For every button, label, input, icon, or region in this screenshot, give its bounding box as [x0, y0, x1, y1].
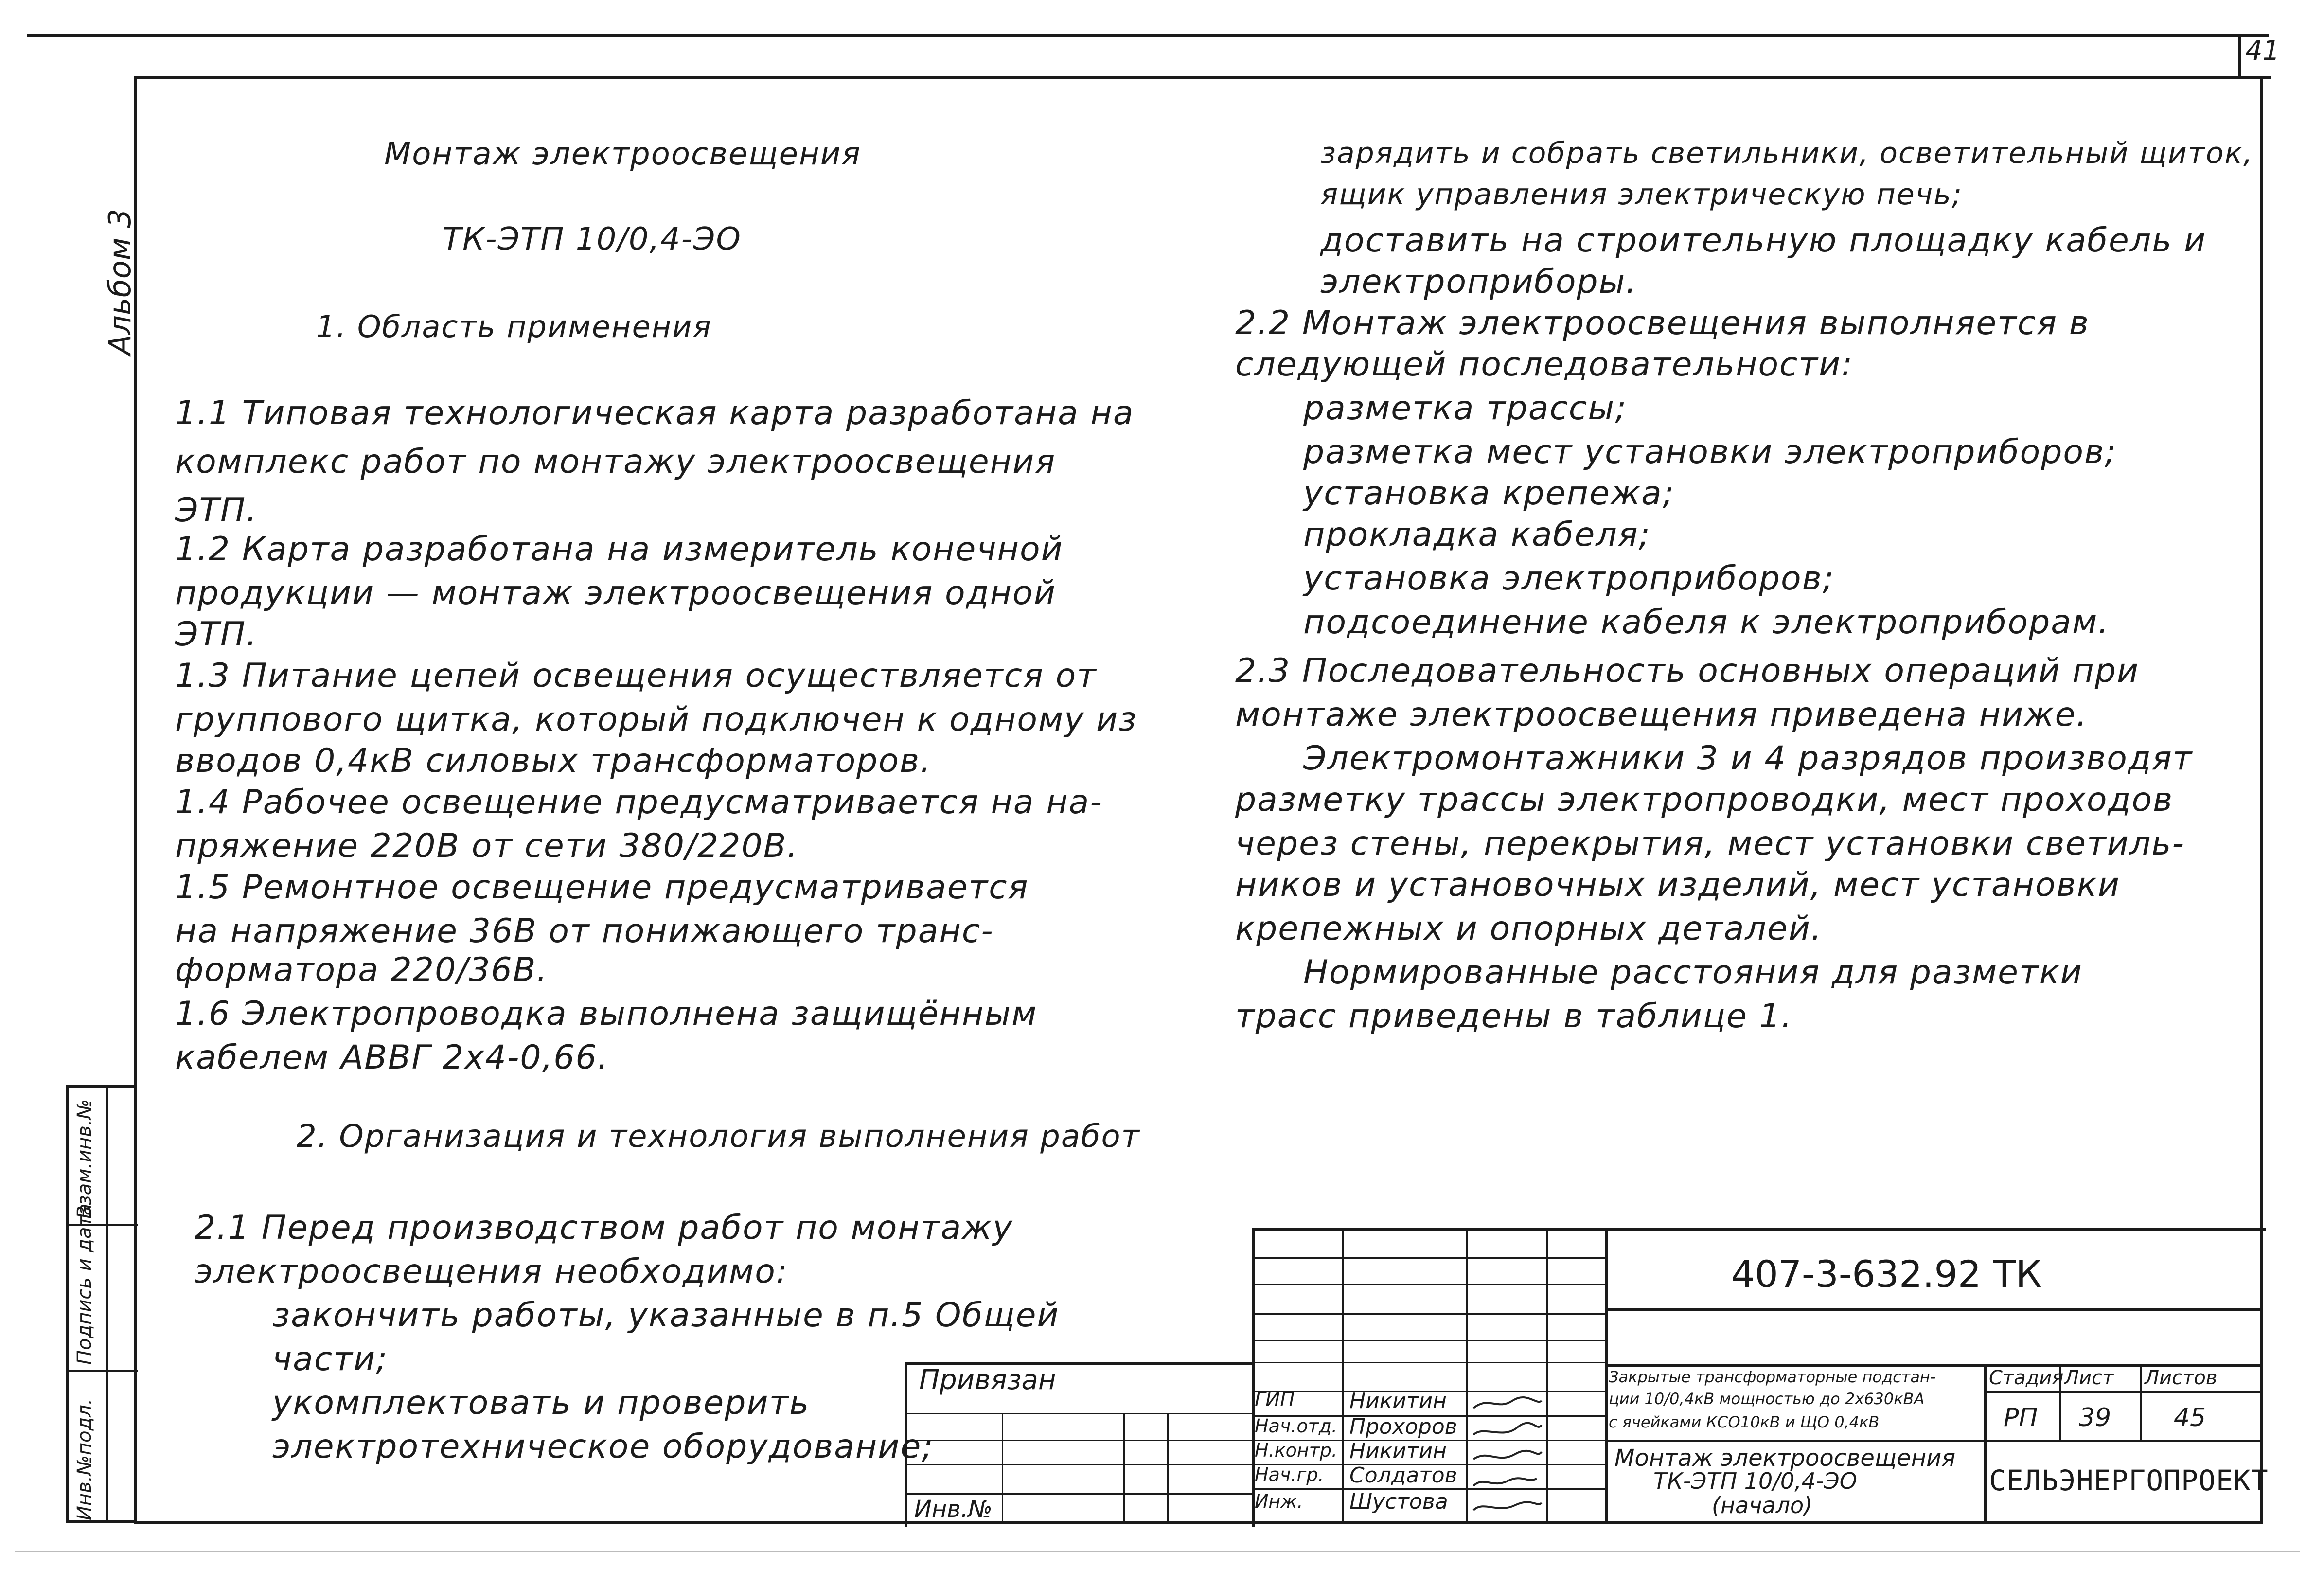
sheet-label: Лист — [2064, 1367, 2114, 1389]
name-n-kontr: Никитин — [1349, 1439, 1447, 1463]
sidebar-inv-label: Инв.№подл. — [73, 1398, 96, 1520]
text-line: разметка мест установки электроприборов; — [1303, 433, 2117, 471]
section-subtitle: ТК-ЭТП 10/0,4-ЭО — [443, 221, 742, 257]
work-title-line: (начало) — [1712, 1492, 1813, 1518]
text-line: установка электроприборов; — [1303, 559, 1835, 598]
text-line: группового щитка, который подключен к одному из — [175, 700, 1137, 739]
section-title: Монтаж электроосвещения — [384, 136, 861, 172]
role-gip: ГИП — [1255, 1389, 1295, 1411]
top-border-line — [27, 34, 2269, 37]
name-inzh: Шустова — [1349, 1489, 1448, 1514]
text-line: доставить на строительную площадку кабель и — [1320, 221, 2207, 260]
sidebar-sign-label: Подпись и дата — [73, 1203, 96, 1365]
text-line: 2.2 Монтаж электроосвещения выполняется в — [1235, 304, 2090, 342]
text-line: 2.3 Последовательность основных операций при — [1235, 652, 2140, 690]
organization: СЕЛЬЭНЕРГОПРОЕКТ — [1989, 1464, 2269, 1497]
text-line: монтаже электроосвещения приведена ниже. — [1235, 696, 2088, 734]
text-line: Электромонтажники 3 и 4 разрядов производят — [1303, 739, 2193, 778]
sheet-value: 39 — [2079, 1403, 2111, 1432]
text-line: 1.1 Типовая технологическая карта разработана на — [175, 394, 1135, 432]
sidebar-stamp — [66, 1085, 135, 1523]
text-line: ЭТП. — [175, 615, 258, 654]
text-line: трасс приведены в таблице 1. — [1235, 997, 1793, 1035]
scan-edge-line — [15, 1551, 2300, 1552]
sidebar-replace-label: Взам.инв.№ — [73, 1099, 96, 1219]
text-line: разметка трассы; — [1303, 389, 1627, 428]
text-line: продукции — монтаж электроосвещения одной — [175, 574, 1056, 612]
text-line: зарядить и собрать светильники, осветительный щиток, — [1320, 136, 2253, 170]
stage-value: РП — [2004, 1403, 2038, 1432]
text-line: ЭТП. — [175, 491, 258, 530]
text-line: подсоединение кабеля к электроприборам. — [1303, 603, 2110, 642]
text-line: Нормированные расстояния для разметки — [1303, 953, 2083, 992]
text-line: 1.3 Питание цепей освещения осуществляется от — [175, 657, 1097, 695]
text-line: кабелем АВВГ 2х4-0,66. — [175, 1038, 609, 1077]
privyazan-label: Привязан — [919, 1364, 1056, 1396]
page-number: 41 — [2245, 35, 2280, 67]
text-line: пряжение 220В от сети 380/220В. — [175, 827, 799, 865]
sheets-value: 45 — [2174, 1403, 2206, 1432]
text-line: 1.6 Электропроводка выполнена защищённым — [175, 995, 1038, 1033]
text-line: форматора 220/36В. — [175, 951, 549, 989]
work-title-line: ТК-ЭТП 10/0,4-ЭО — [1653, 1468, 1857, 1494]
name-gip: Никитин — [1349, 1389, 1447, 1413]
role-nach-otd: Нач.отд. — [1255, 1415, 1338, 1437]
text-line: 1.4 Рабочее освещение предусматривается на на- — [175, 783, 1103, 821]
sheets-label: Листов — [2145, 1367, 2218, 1389]
inv-no-label: Инв.№ — [914, 1496, 993, 1523]
text-line: закончить работы, указанные в п.5 Общей — [272, 1296, 1060, 1335]
name-nach-otd: Прохоров — [1349, 1414, 1457, 1439]
text-line: крепежных и опорных деталей. — [1235, 910, 1823, 948]
text-line: 2.1 Перед производством работ по монтажу — [195, 1209, 1013, 1247]
text-line: части; — [272, 1340, 388, 1378]
text-line: комплекс работ по монтажу электроосвещения — [175, 443, 1056, 481]
work-title-line: Монтаж электроосвещения — [1614, 1445, 1956, 1472]
role-nach-gr: Нач.гр. — [1255, 1464, 1324, 1485]
signatures-graphic — [1469, 1386, 1546, 1517]
text-line: прокладка кабеля; — [1303, 516, 1651, 554]
text-line: электроприборы. — [1320, 263, 1637, 301]
text-line: через стены, перекрытия, мест установки светиль- — [1235, 824, 2185, 863]
description-line: с ячейками КСО10кВ и ЩО 0,4кВ — [1609, 1413, 1880, 1431]
text-line: разметку трассы электропроводки, мест проходов — [1235, 781, 2174, 819]
text-line: электроосвещения необходимо: — [195, 1252, 788, 1291]
name-nach-gr: Солдатов — [1349, 1463, 1457, 1488]
page-number-box — [2238, 34, 2280, 79]
text-line: 1.5 Ремонтное освещение предусматривается — [175, 868, 1029, 907]
text-line: на напряжение 36В от понижающего транс- — [175, 912, 994, 950]
description-line: ции 10/0,4кВ мощностью до 2х630кВА — [1609, 1390, 1925, 1408]
role-n-kontr: Н.контр. — [1255, 1440, 1338, 1461]
album-label: Альбом 3 — [102, 209, 138, 355]
text-line: ников и установочных изделий, мест установки — [1235, 866, 2121, 904]
doc-code: 407-3-632.92 ТК — [1731, 1252, 2042, 1296]
text-line: вводов 0,4кВ силовых трансформаторов. — [175, 742, 932, 780]
role-inzh: Инж. — [1255, 1491, 1303, 1512]
text-line: электротехническое оборудование; — [272, 1427, 934, 1466]
section2-heading: 2. Организация и технология выполнения работ — [297, 1119, 1140, 1155]
section1-heading: 1. Область применения — [316, 309, 712, 344]
text-line: укомплектовать и проверить — [272, 1384, 810, 1422]
description-line: Закрытые трансформаторные подстан- — [1609, 1368, 1936, 1386]
text-line: установка крепежа; — [1303, 474, 1675, 513]
stage-label: Стадия — [1989, 1367, 2064, 1389]
text-line: ящик управления электрическую печь; — [1320, 178, 1963, 212]
text-line: следующей последовательности: — [1235, 345, 1854, 384]
text-line: 1.2 Карта разработана на измеритель конечной — [175, 530, 1064, 569]
